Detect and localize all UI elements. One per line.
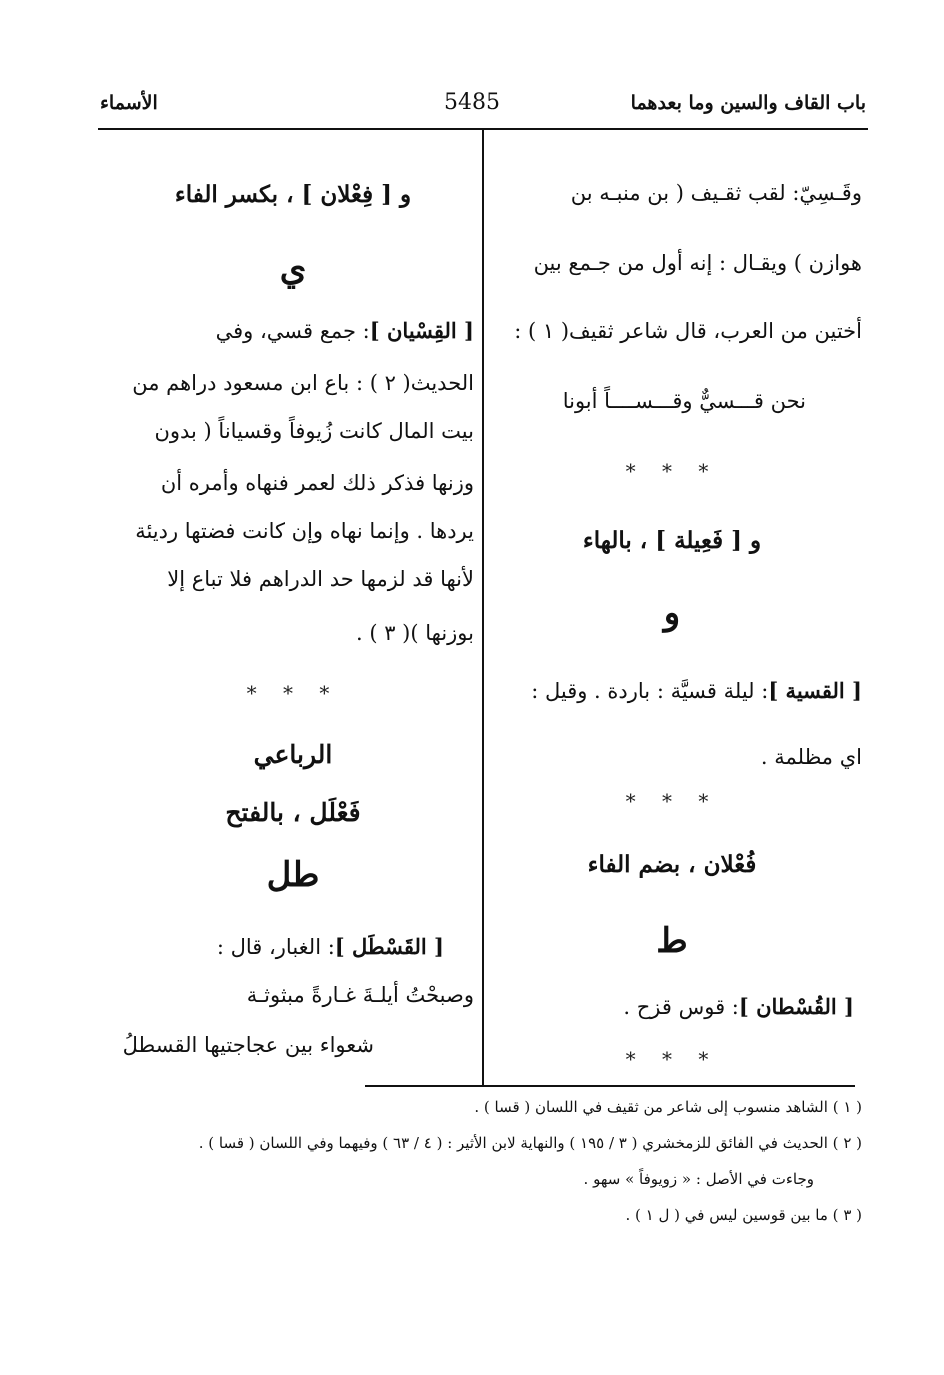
entry-term: [ القسية ]: [768, 678, 862, 703]
footnote-1: ( ١ ) الشاهد منسوب إلى شاعر من ثقيف في اللسان ( قسا ) .: [474, 1098, 862, 1116]
poem-verse-1: وصبحْتُ أيلـةَ غـارةً مبثوثـة: [246, 983, 474, 1007]
entry-term: [ القُسْطان ]: [738, 994, 854, 1019]
footnote-3: ( ٣ ) ما بين قوسين ليس في ( ل ١ ) .: [625, 1206, 862, 1224]
letter-heading-ta-lam: طل: [266, 855, 320, 895]
page-number: 5485: [444, 90, 500, 115]
heading-fulan: فُعْلان ، بضم الفاء: [587, 851, 757, 878]
heading-filan: و [ فِعْلان ] ، بكسر الفاء: [174, 181, 412, 208]
letter-heading-waw: و: [663, 593, 681, 633]
entry-qisyan-line4: وزنها فذكر ذلك لعمر فنهاه وأمره أن: [160, 471, 474, 495]
footnote-2-continued: وجاءت في الأصل : « زويوفاً » سهو .: [583, 1170, 814, 1188]
separator-stars: * * *: [625, 1047, 719, 1071]
entry-qasiya-line1: [531, 676, 862, 706]
entry-qasiya-line2: اي مظلمة .: [760, 745, 862, 769]
heading-rubai: الرباعي: [253, 740, 333, 769]
entry-qasiyy-line3: أختين من العرب، قال شاعر ثقيف( ١ ) :: [514, 319, 862, 343]
footnote-rule: [365, 1085, 855, 1087]
running-header-category: الأسماء: [100, 92, 158, 114]
footnote-2: ( ٢ ) الحديث في الفائق للزمخشري ( ٣ / ١٩٥ ) والنهاية لابن الأثير : ( ٤ / ٦٣ ) وفيهما وفي اللسان ( قسا ) .: [198, 1134, 862, 1152]
right-column: [482, 150, 862, 1080]
entry-qastal: [217, 932, 444, 962]
poem-verse-2: شعواء بين عجاجتيها القسطلُ: [122, 1033, 374, 1057]
separator-stars: * * *: [246, 681, 340, 705]
entry-qustan: [623, 992, 854, 1022]
entry-definition: : جمع قسي، وفي: [215, 319, 370, 343]
entry-qisyan-line6: لأنها قد لزمها حد الدراهم فلا تباع إلا: [167, 567, 474, 591]
entry-qisyan-line5: يردها . وإنما نهاه وإن كانت فضتها رديئة: [135, 519, 474, 543]
verse-line: نحن قـــسيٌّ وقـــســــاً أبونا: [562, 389, 806, 413]
letter-heading-ya: ي: [279, 249, 307, 289]
left-column: [112, 150, 474, 1080]
entry-definition: : قوس قزح .: [623, 995, 739, 1019]
separator-stars: * * *: [625, 789, 719, 813]
entry-qisyan-line3: بيت المال كانت زُيوفاً وقسياناً ( بدون: [154, 419, 474, 443]
heading-falal: فَعْلَل ، بالفتح: [225, 798, 361, 827]
entry-qisyan-line7: بوزنها )( ٣ ) .: [356, 621, 474, 645]
entry-term: [ القِسْيان ]: [369, 318, 474, 343]
heading-faila: و [ فَعِيلة ] ، بالهاء: [582, 527, 762, 554]
entry-qisyan-line1: [216, 316, 474, 346]
entry-qasiyy-line2: هوازن ) ويقـال : إنه أول من جـمع بين: [533, 251, 862, 275]
entry-definition: : ليلة قسيَّة : باردة . وقيل :: [531, 679, 769, 703]
entry-qisyan-line2: الحديث( ٢ ) : باع ابن مسعود دراهم من: [132, 371, 474, 395]
entry-qasiyy-line1: وقَـسِيّ: لقب ثقـيف ( بن منبـه بن: [570, 181, 862, 205]
running-header-section: باب القاف والسين وما بعدهما: [630, 92, 866, 114]
entry-term: [ القَسْطَل ]: [334, 934, 444, 959]
separator-stars: * * *: [625, 459, 719, 483]
letter-heading-ta: ط: [656, 921, 688, 961]
entry-definition: : الغبار، قال :: [216, 935, 335, 959]
